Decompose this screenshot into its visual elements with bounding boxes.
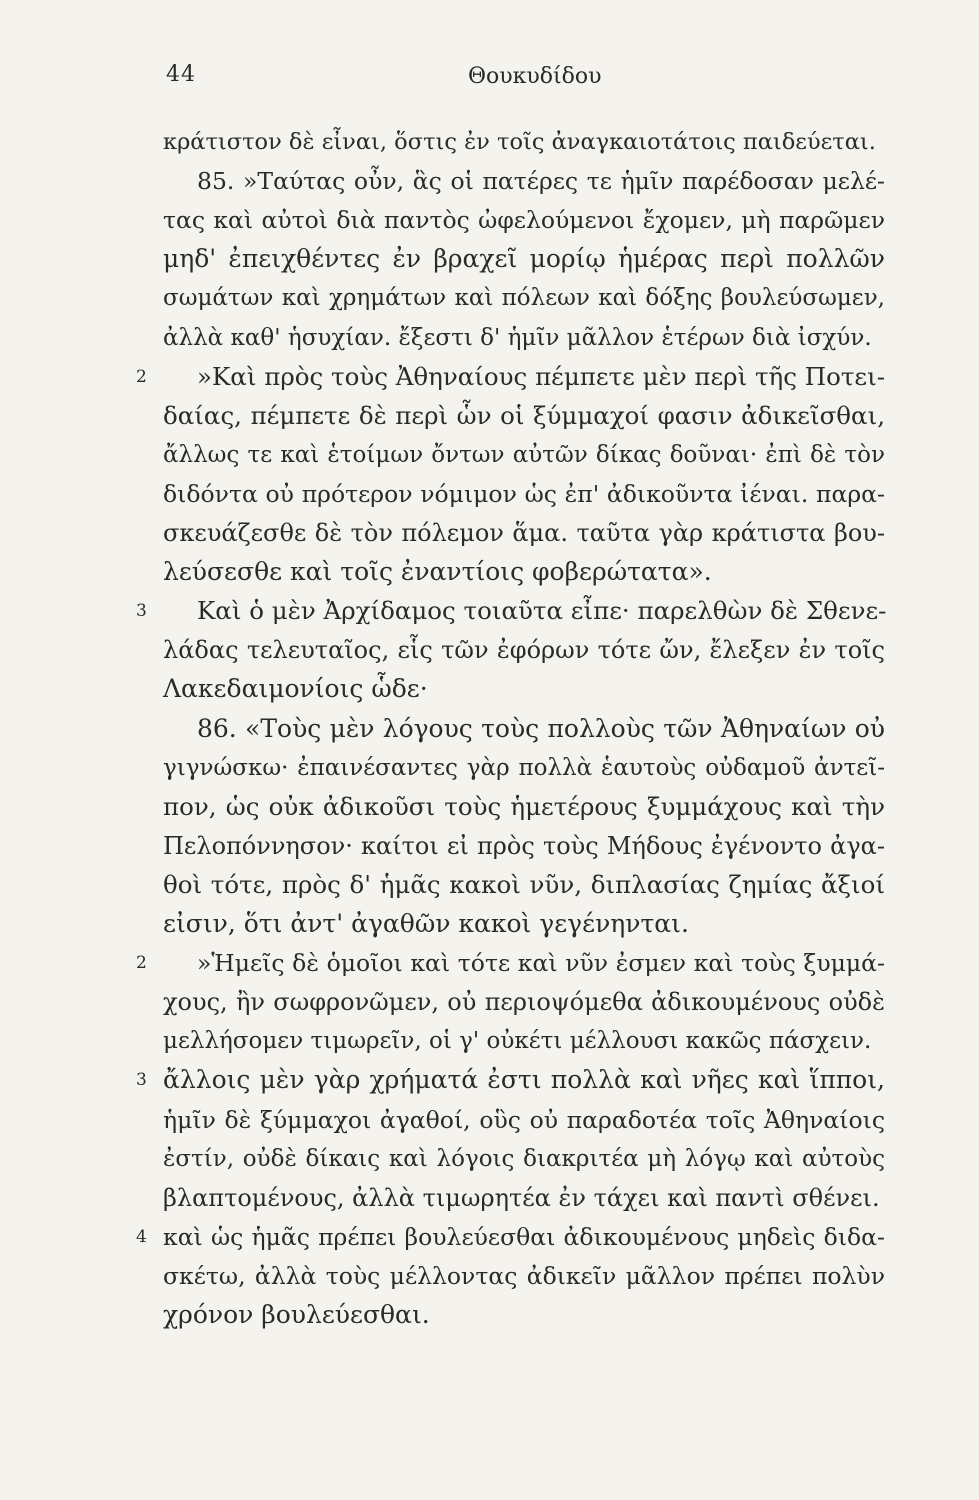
text-line: [0, 164, 979, 208]
line-text: Καὶ ὁ μὲν Ἀρχίδαμος τοιαῦτα εἶπε· παρελθὼν δὲ Σθενε-: [197, 596, 887, 626]
margin-section-number: 2: [136, 366, 147, 387]
text-line: [0, 1298, 979, 1342]
margin-section-number: 2: [136, 953, 147, 974]
running-title: Θουκυδίδου: [468, 64, 602, 89]
text-line: [0, 203, 979, 247]
text-line: [0, 360, 979, 404]
text-line: [0, 751, 979, 795]
text-line: [0, 790, 979, 834]
text-line: [0, 868, 979, 912]
line-text: »Καὶ πρὸς τοὺς Ἀθηναίους πέμπετε μὲν περὶ τῆς Ποτει-: [197, 361, 885, 391]
line-text: ἐστίν, οὐδὲ δίκαις καὶ λόγοις διακριτέα μὴ λόγῳ καὶ αὐτοὺς: [163, 1145, 885, 1172]
text-line: [0, 1103, 979, 1147]
margin-section-number: 3: [136, 1070, 147, 1091]
line-text: σκέτω, ἀλλὰ τοὺς μέλλοντας ἀδικεῖν μᾶλλον πρέπει πολὺν: [163, 1261, 885, 1290]
line-text: θοὶ τότε, πρὸς δ' ἡμᾶς κακοὶ νῦν, διπλασίας ζημίας ἄξιοί: [163, 869, 885, 899]
line-text: γιγνώσκω· ἐπαινέσαντες γὰρ πολλὰ ἑαυτοὺς οὐδαμοῦ ἀντεῖ-: [163, 754, 885, 781]
line-text: τας καὶ αὐτοὶ διὰ παντὸς ὠφελούμενοι ἔχομεν, μὴ παρῶμεν: [163, 206, 885, 235]
text-line: [0, 1220, 979, 1264]
line-text: ἄλλοις μὲν γὰρ χρήματά ἐστι πολλὰ καὶ νῆες καὶ ἵπποι,: [163, 1065, 885, 1095]
line-text: λάδας τελευταῖος, εἷς τῶν ἐφόρων τότε ὤν, ἔλεξεν ἐν τοῖς: [163, 636, 885, 665]
line-text: βλαπτομένους, ἀλλὰ τιμωρητέα ἐν τάχει καὶ παντὶ σθένει.: [163, 1183, 880, 1212]
line-text: 85. »Ταύτας οὖν, ἃς οἱ πατέρες τε ἡμῖν παρέδοσαν μελέ-: [197, 167, 885, 196]
margin-section-number: 3: [136, 601, 147, 622]
text-line: [0, 1024, 979, 1068]
line-text: σωμάτων καὶ χρημάτων καὶ πόλεων καὶ δόξης βουλεύσωμεν,: [163, 285, 885, 312]
line-text: πον, ὡς οὐκ ἀδικοῦσι τοὺς ἡμετέρους ξυμμάχους καὶ τὴν: [163, 791, 885, 821]
line-text: ἡμῖν δὲ ξύμμαχοι ἀγαθοί, οὓς οὐ παραδοτέα τοῖς Ἀθηναίοις: [163, 1105, 885, 1134]
text-line: [0, 1259, 979, 1303]
line-text: εἰσιν, ὅτι ἀντ' ἀγαθῶν κακοὶ γεγένηνται.: [163, 909, 689, 938]
line-text: ἀλλὰ καθ' ἡσυχίαν. ἔξεστι δ' ἡμῖν μᾶλλον ἑτέρων διὰ ἰσχύν.: [163, 324, 872, 351]
line-text: Πελοπόννησον· καίτοι εἰ πρὸς τοὺς Μήδους ἐγένοντο ἀγα-: [163, 831, 885, 860]
text-line: [0, 672, 979, 716]
text-line: [0, 712, 979, 756]
text-line: [0, 1142, 979, 1186]
line-text: μελλήσομεν τιμωρεῖν, οἱ γ' οὐκέτι μέλλουσι κακῶς πάσχειν.: [163, 1028, 872, 1055]
text-line: [0, 516, 979, 560]
line-text: δαίας, πέμπετε δὲ περὶ ὧν οἱ ξύμμαχοί φασιν ἀδικεῖσθαι,: [163, 400, 885, 430]
page-number: 44: [166, 62, 196, 87]
text-line: [0, 321, 979, 365]
text-line: [0, 477, 979, 521]
line-text: 86. «Τοὺς μὲν λόγους τοὺς πολλοὺς τῶν Ἀθηναίων οὐ: [197, 713, 885, 743]
text-line: [0, 907, 979, 951]
line-text: καὶ ὡς ἡμᾶς πρέπει βουλεύεσθαι ἀδικουμένους μηδεὶς διδα-: [163, 1222, 885, 1251]
line-text: κράτιστον δὲ εἶναι, ὅστις ἐν τοῖς ἀναγκαιοτάτοις παιδεύεται.: [163, 129, 876, 155]
line-text: διδόντα οὐ πρότερον νόμιμον ὡς ἐπ' ἀδικοῦντα ἰέναι. παρα-: [163, 479, 885, 508]
line-text: »Ἡμεῖς δὲ ὁμοῖοι καὶ τότε καὶ νῦν ἐσμεν καὶ τοὺς ξυμμά-: [197, 949, 885, 978]
text-line: [0, 125, 979, 169]
text-line: [0, 829, 979, 873]
text-line: [0, 281, 979, 325]
text-line: [0, 633, 979, 677]
text-line: [0, 985, 979, 1029]
text-line: [0, 242, 979, 286]
page-header: [0, 62, 979, 102]
margin-section-number: 4: [136, 1226, 147, 1247]
text-line: [0, 1181, 979, 1225]
line-text: Λακεδαιμονίοις ὧδε·: [163, 674, 428, 704]
line-text: σκευάζεσθε δὲ τὸν πόλεμον ἅμα. ταῦτα γὰρ κράτιστα βου-: [163, 519, 885, 547]
text-line: [0, 946, 979, 990]
text-line: [0, 399, 979, 443]
line-text: χους, ἢν σωφρονῶμεν, οὐ περιοψόμεθα ἀδικουμένους οὐδὲ: [163, 988, 885, 1017]
line-text: λεύσεσθε καὶ τοῖς ἐναντίοις φοβερώτατα».: [163, 557, 712, 587]
text-line: [0, 555, 979, 599]
text-line: [0, 594, 979, 638]
text-line: [0, 438, 979, 482]
line-text: μηδ' ἐπειχθέντες ἐν βραχεῖ μορίῳ ἡμέρας περὶ πολλῶν: [163, 244, 885, 274]
text-line: [0, 1063, 979, 1107]
line-text: ἄλλως τε καὶ ἑτοίμων ὄντων αὐτῶν δίκας δοῦναι· ἐπὶ δὲ τὸν: [163, 441, 885, 468]
line-text: χρόνον βουλεύεσθαι.: [163, 1300, 430, 1329]
